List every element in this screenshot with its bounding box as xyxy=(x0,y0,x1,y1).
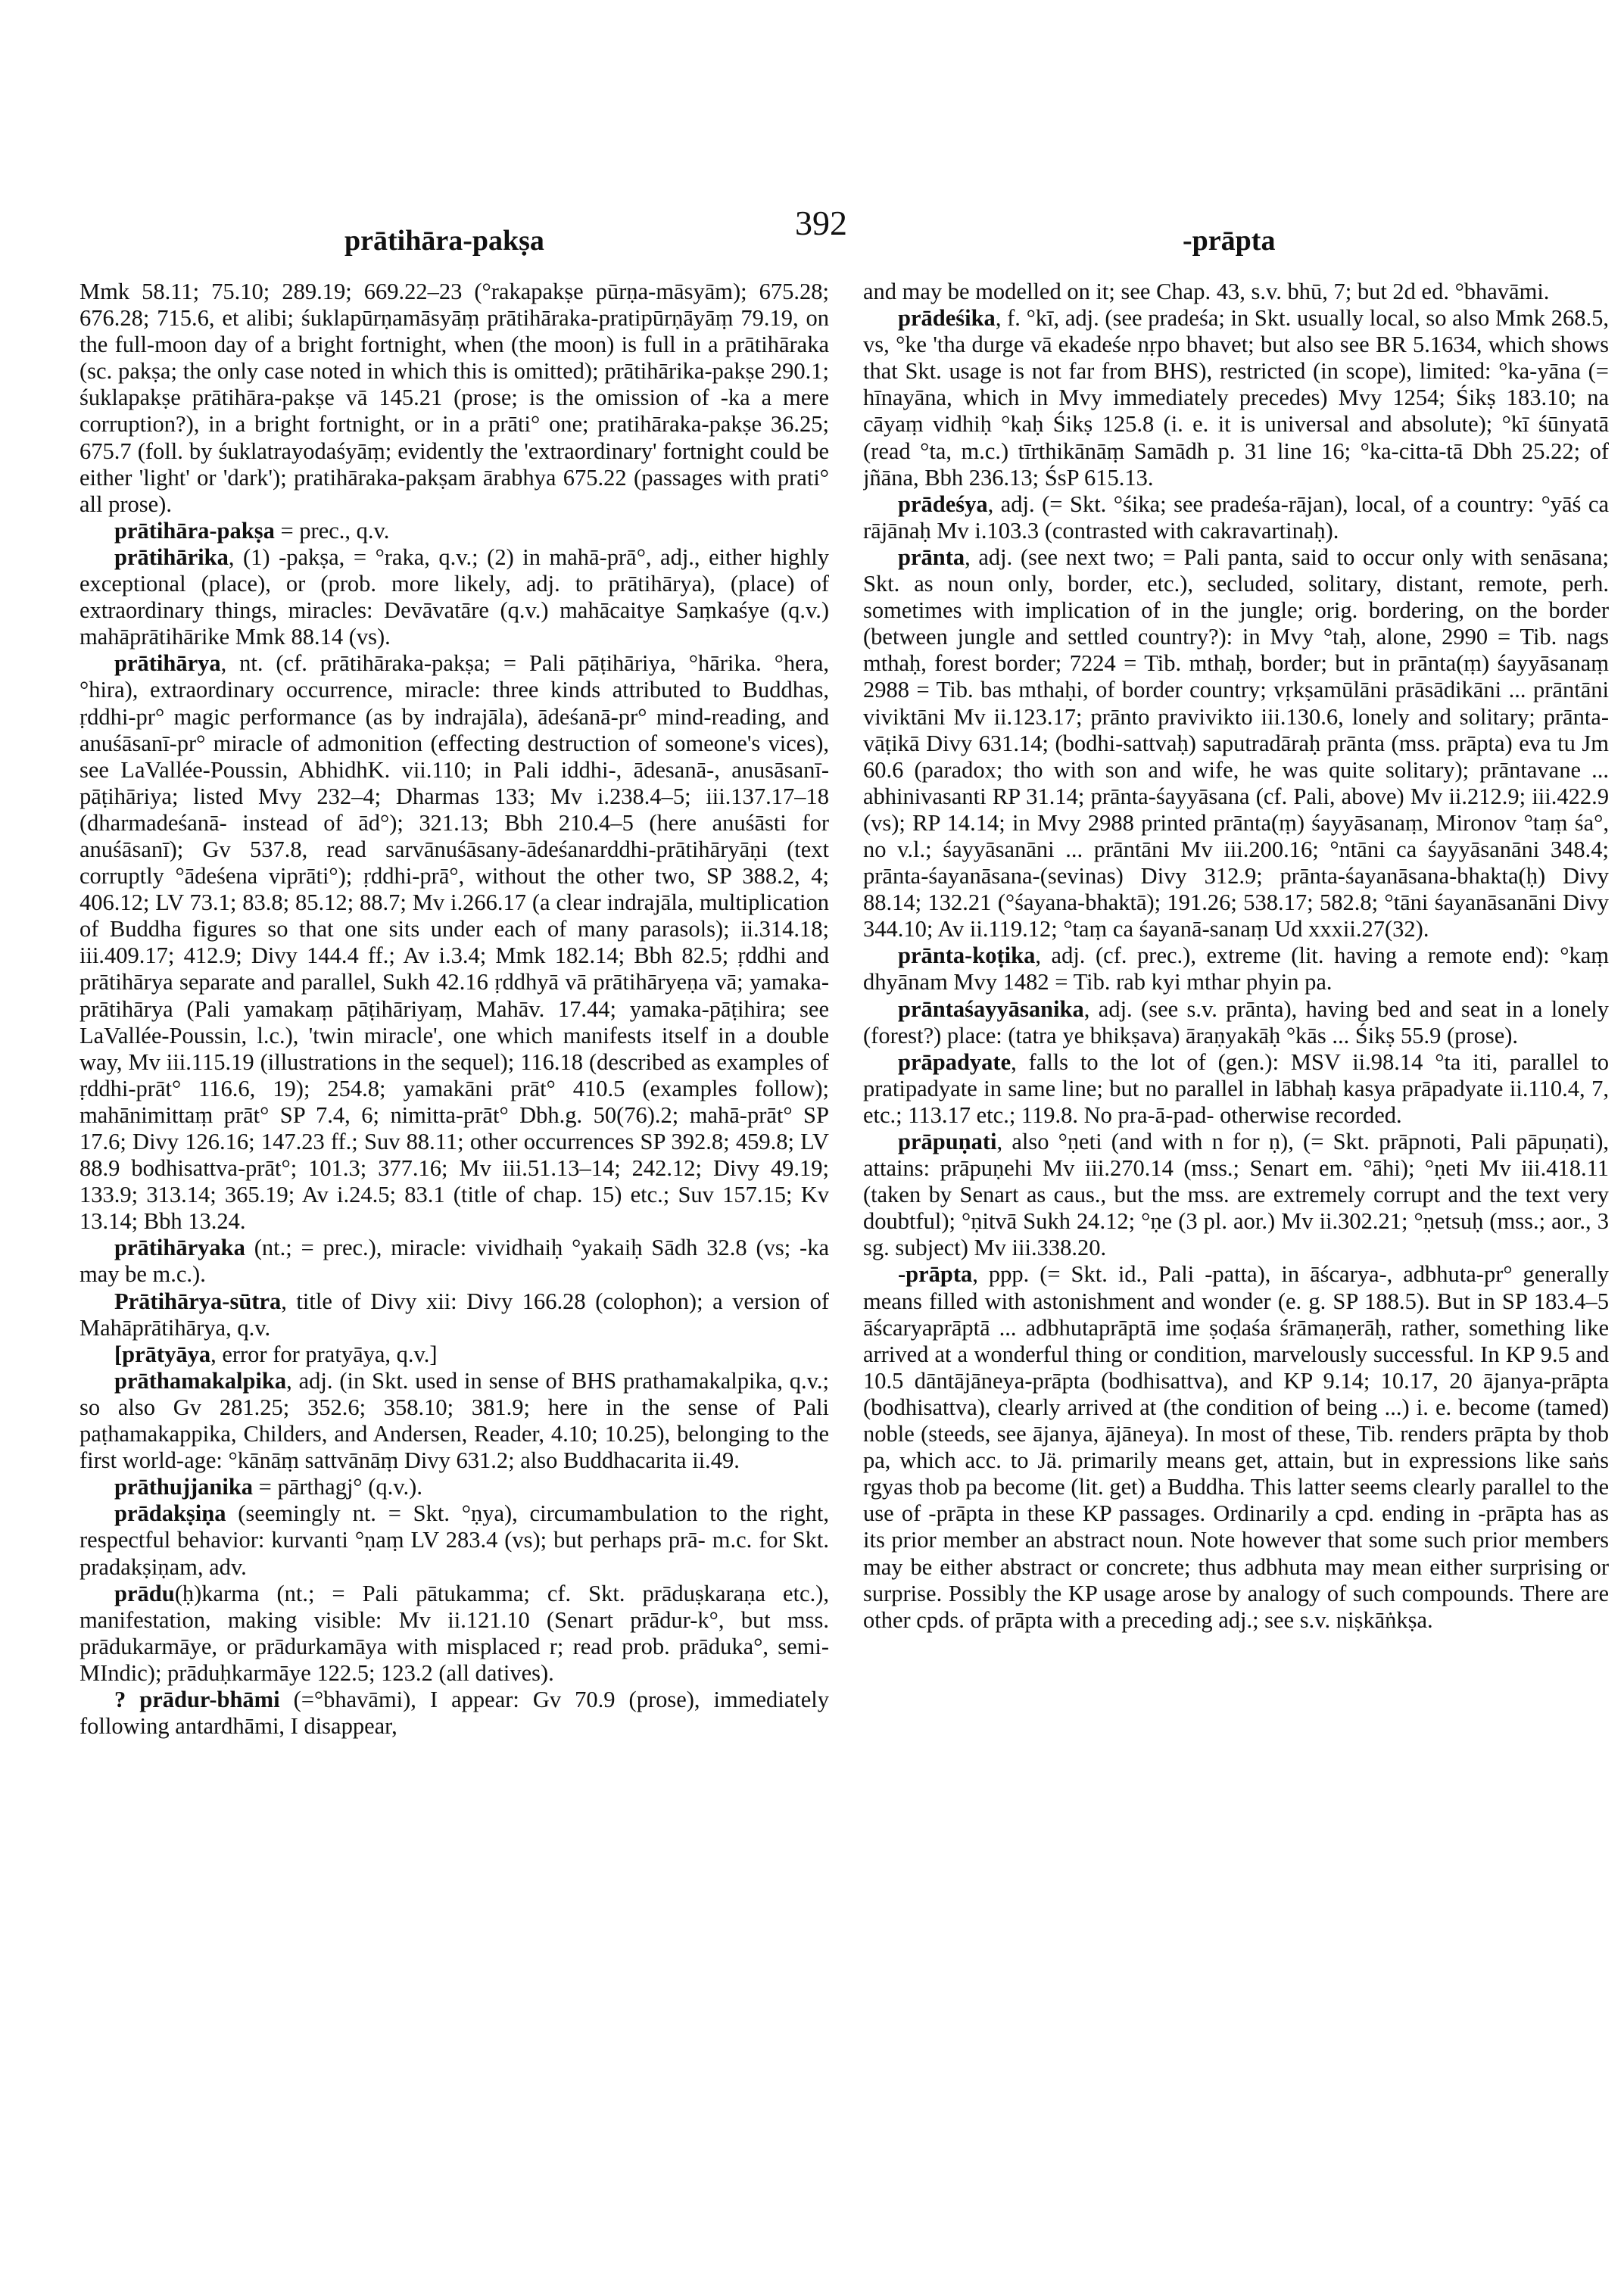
page-header xyxy=(0,203,1624,263)
dictionary-entry: prātihārika, (1) -pakṣa, = °raka, q.v.; (2) in mahā-prā°, adj., either highly exceptional (place), or (prob. more likely, adj. to prātihārya), (place) of extraordinary things, miracles: Devāvatāre (q.v.) mahācaitye Saṃkaśye (q.v.) mahāprātihārike Mmk 88.14 (vs). xyxy=(79,544,829,650)
dictionary-entry: prānta, adj. (see next two; = Pali panta, said to occur only with senāsana; Skt. as noun only, border, etc.), secluded, solitary, distant, remote, perh. sometimes with implication of in the jungle; orig. bordering, on the border (between jungle and settled country?): in Mvy °taḥ, alone, 2990 = Tib. nags mthaḥ, forest border; 7224 = Tib. mthaḥ, border; but in prānta(ṃ) śayyāsanaṃ 2988 = Tib. bas mthaḥi, of border country; vṛkṣamūlāni prāsādikāni ... prāntāni viviktāni Mv ii.123.17; prānto pravivikto iii.130.6, lonely and solitary; prānta-vāṭikā Divy 631.14; (bodhi-sattvaḥ) saputradāraḥ prānta (mss. prāpta) eva tu Jm 60.6 (paradox; tho with son and wife, he was quite solitary); prāntavane ... abhinivasanti RP 31.14; prānta-śayyāsana (cf. Pali, above) Mv ii.212.9; iii.422.9 (vs); RP 14.14; in Mvy 2988 printed prānta(ṃ) śayyāsanaṃ, Mironov °taṃ śa°, no v.l.; śayyāsanāni ... prāntāni Mv iii.200.16; °ntāni ca śayyāsanāni 348.4; prānta-śayanāsana-(sevinas) Divy 312.9; prānta-śayanāsana-bhakta(ḥ) Divy 88.14; 132.21 (°śayana-bhaktā); 191.26; 538.17; 582.8; °tāni śayanāsanāni Divy 344.10; Av ii.119.12; °taṃ ca śayanā-sanaṃ Ud xxxii.27(32). xyxy=(863,544,1609,942)
dictionary-entry: prātihāryaka (nt.; = prec.), miracle: vividhaiḥ °yakaiḥ Sādh 32.8 (vs; -ka may be m.c.). xyxy=(79,1235,829,1288)
dictionary-entry: prānta-koṭika, adj. (cf. prec.), extreme (lit. having a remote end): °kaṃ dhyānam Mvy 1482 = Tib. rab kyi mthar phyin pa. xyxy=(863,942,1609,995)
dictionary-entry: ? prādur-bhāmi (=°bhavāmi), I appear: Gv 70.9 (prose), immediately following antardhāmi, I disappear, xyxy=(79,1686,829,1740)
entry-headword: prādeśika xyxy=(898,305,996,332)
entry-headword: prādakṣiṇa xyxy=(114,1500,238,1527)
dictionary-entry: -prāpta, ppp. (= Skt. id., Pali -patta), in āścarya-, adbhuta-pr° generally means filled with astonishment and wonder (e. g. SP 188.5). But in SP 183.4–5 āścaryaprāptā ... adbhutaprāptā ime ṣoḍaśa śrāmaṇerāḥ, rather, something like arrived at a wonderful thing or condition, marvelously successful. In KP 9.5 and 10.5 dāntājāneya-prāpta (bodhisattva), and KP 9.14; 10.17, 20 ājanya-prāpta (bodhisattva), clearly arrived at (the condition of being ...) i. e. become (tamed) noble (steeds, see ājanya, ājāneya). In most of these, Tib. renders prāpta by thob pa, which acc. to Jä. primarily means get, attain, but in expressions like saṅs rgyas thob pa become (lit. get) a Buddha. This latter seems clearly parallel to the use of -prāpta in these KP passages. Ordinarily a cpd. ending in -prāpta has as its prior member an abstract noun. Note however that some such prior members may be either abstract or concrete; thus adbhuta may mean either surprising or surprise. Possibly the KP usage arose by analogy of such compounds. There are other cpds. of prāpta with a preceding adj.; see s.v. niṣkāṅkṣa. xyxy=(863,1261,1609,1633)
entry-headword: prātihārya xyxy=(114,650,221,677)
header-left-guideword: prātihāra-pakṣa xyxy=(344,225,544,257)
entry-headword: -prāpta xyxy=(898,1261,973,1288)
dictionary-entry: prādeśya, adj. (= Skt. °śika; see pradeśa-rājan), local, of a country: °yāś ca rājānaḥ Mv i.103.3 (contrasted with cakravartinaḥ). xyxy=(863,491,1609,544)
entry-headword: prāthujjanika xyxy=(114,1474,259,1500)
entry-headword: prāthamakalpika xyxy=(114,1367,287,1394)
dictionary-entry: Mmk 58.11; 75.10; 289.19; 669.22–23 (°rakapakṣe pūrṇa-māsyām); 675.28; 676.28; 715.6, et alibi; śuklapūrṇamāsyāṃ prātihāraka-pratipūrṇāyāṃ 79.19, on the full-moon day of a bright fortnight, when (the moon) is full in a prātihāraka (sc. pakṣa; the only case noted in which this is omitted); prātihārika-pakṣe 290.1; śuklapakṣe prātihāra-pakṣe vā 145.21 (prose; is the omission of -ka a mere corruption?), in a bright fortnight, or in a prāti° one; pratihāraka-pakṣe 36.25; 675.7 (foll. by śuklatrayodaśyāṃ; evidently the 'extraordinary' fortnight could be either 'light' or 'dark'); pratihāraka-pakṣam ārabhya 675.22 (passages with prati° all prose). xyxy=(79,279,829,517)
dictionary-entry: Prātihārya-sūtra, title of Divy xii: Divy 166.28 (colophon); a version of Mahāprātihārya, q.v. xyxy=(79,1288,829,1341)
entry-headword: prānta xyxy=(898,544,965,570)
dictionary-entry: prāntaśayyāsanika, adj. (see s.v. prānta), having bed and seat in a lonely (forest?) place: (tatra ye bhikṣava) āraṇyakāḥ °kās ... Śikṣ 55.9 (prose). xyxy=(863,995,1609,1048)
dictionary-entry: prādeśika, f. °kī, adj. (see pradeśa; in Skt. usually local, so also Mmk 268.5, vs, °ke 'tha durge vā ekadeśe nṛpo bhavet; but also see BR 5.1634, which shows that Skt. usage is not far from BHS), restricted (in scope), limited: °ka-yāna (= hīnayāna, which in Mvy immediately precedes) Mvy 1254; Śikṣ 183.10; na cāyaṃ vidhiḥ °kaḥ Śikṣ 125.8 (i. e. it is universal and absolute); °kī śūnyatā (read °ta, m.c.) tīrthikānāṃ Samādh p. 31 line 16; °ka-citta-tā Dbh 25.22; of jñāna, Bbh 236.13; ŚsP 615.13. xyxy=(863,305,1609,491)
left-column xyxy=(79,279,829,2277)
entry-headword: ? prādur-bhāmi xyxy=(114,1686,294,1712)
dictionary-entry: prādakṣiṇa (seemingly nt. = Skt. °ṇya), circumambulation to the right, respectful behavior: kurvanti °ṇaṃ LV 283.4 (vs); but perhaps prā- m.c. for Skt. pradakṣiṇam, adv. xyxy=(79,1500,829,1580)
entry-headword: prāntaśayyāsanika xyxy=(898,995,1084,1022)
entry-headword: Prātihārya-sūtra xyxy=(114,1288,282,1314)
dictionary-entry: prāpadyate, falls to the lot of (gen.): MSV ii.98.14 °ta iti, parallel to pratipadyate in same line; but no parallel in lābhaḥ kasya prāpadyate ii.110.4, 7, etc.; 113.17 etc.; 119.8. No pra-ā-pad- otherwise recorded. xyxy=(863,1048,1609,1128)
entry-headword: prātihārika xyxy=(114,544,229,570)
dictionary-entry: prādu(ḥ)karma (nt.; = Pali pātukamma; cf. Skt. prāduṣkaraṇa etc.), manifestation, making visible: Mv ii.121.10 (Senart prādur-k°, but mss. prādukarmāye, or prādurkamāya with misplaced r; read prob. prāduka°, semi-MIndic); prāduḥkarmāye 122.5; 123.2 (all datives). xyxy=(79,1580,829,1686)
dictionary-entry: prāthamakalpika, adj. (in Skt. used in sense of BHS prathamakalpika, q.v.; so also Gv 281.25; 352.6; 358.10; 381.9; here in the sense of Pali paṭhamakappika, Childers, and Andersen, Reader, 4.10; 10.25), belonging to the first world-age: °kānāṃ sattvānāṃ Divy 631.2; also Buddhacarita ii.49. xyxy=(79,1367,829,1474)
dictionary-entry: [prātyāya, error for pratyāya, q.v.] xyxy=(114,1341,438,1367)
dictionary-entry: prātihārya, nt. (cf. prātihāraka-pakṣa; = Pali pāṭihāriya, °hārika. °hera, °hira), extraordinary occurrence, miracle: three kinds attributed to Buddhas, ṛddhi-pr° magic performance (as by indrajāla), ādeśanā-pr° mind-reading, and anuśāsanī-pr° miracle of admonition (effecting destruction of someone's vices), see LaVallée-Poussin, AbhidhK. vii.110; in Pali iddhi-, ādesanā-, anusāsanī-pāṭihāriya; listed Mvy 232–4; Dharmas 133; Mv i.238.4–5; iii.137.17–18 (dharmadeśanā- instead of ād°); 321.13; Bbh 210.4–5 (here anuśāsti for anuśāsanī); Gv 537.8, read sarvānuśāsany-ādeśanarddhi-prātihāryāṇi (text corruptly °ādeśena viprāti°); ṛddhi-prā°, without the other two, SP 388.2, 4; 406.12; LV 73.1; 83.8; 85.12; 88.7; Mv i.266.17 (a clear indrajāla, multiplication of Buddha figures so that one sits under each of many parasols); ii.314.18; iii.409.17; 412.9; Divy 144.4 ff.; Av i.3.4; Mmk 182.14; Bbh 82.5; ṛddhi and prātihārya separate and parallel, Sukh 42.16 ṛddhyā vā prātihāryeṇa vā; yamaka-prātihārya (Pali yamakaṃ pāṭihāriyaṃ, Mahāv. 17.44; yamaka-pāṭihira; see LaVallée-Poussin, l.c.), 'twin miracle', one which manifests itself in a double way, Mv iii.115.19 (illustrations in the sequel); 116.18 (described as examples of ṛddhi-prāt° 116.6, 19); 254.8; yamakāni prāt° 410.5 (examples follow); mahānimittaṃ prāt° SP 7.4, 6; nimitta-prāt° Dbh.g. 50(76).2; mahā-prāt° SP 17.6; Divy 126.16; 147.23 ff.; Suv 88.11; other occurrences SP 392.8; 459.8; LV 88.9 bodhisattva-prāt°; 101.3; 377.16; Mv iii.51.13–14; 242.12; Divy 49.19; 133.9; 313.14; 365.19; Av i.24.5; 83.1 (title of chap. 15) etc.; Suv 157.15; Kv 13.14; Bbh 13.24. xyxy=(79,650,829,1235)
entry-headword: prāpadyate xyxy=(898,1048,1011,1075)
dictionary-entry: prāthujjanika = pārthagj° (q.v.). xyxy=(114,1474,422,1500)
page-number: 392 xyxy=(795,204,847,242)
entry-headword: [prātyāya xyxy=(114,1341,211,1367)
dictionary-entry: prātihāra-pakṣa = prec., q.v. xyxy=(114,517,390,544)
entry-headword: prāpuṇati xyxy=(898,1129,997,1154)
header-right-guideword: -prāpta xyxy=(1183,225,1276,257)
entry-headword: prādu xyxy=(114,1580,175,1606)
right-column xyxy=(863,279,1609,2277)
dictionary-entry: prāpuṇati, also °ṇeti (and with n for ṇ), (= Skt. prāpnoti, Pali pāpuṇati), attains: prāpuṇehi Mv iii.270.14 (mss.; Senart em. °āhi); °ṇeti Mv iii.418.11 (taken by Senart as caus., but the mss. are extremely corrupt and the text very doubtful); °ṇitvā Sukh 24.12; °ṇe (3 pl. aor.) Mv ii.302.21; °ṇetsuḥ (mss.; aor., 3 sg. subject) Mv iii.338.20. xyxy=(863,1129,1609,1261)
entry-headword: prānta-koṭika xyxy=(898,942,1036,969)
entry-headword: prātihāryaka xyxy=(114,1235,254,1261)
entry-headword: prātihāra-pakṣa xyxy=(114,517,281,544)
entry-headword: prādeśya xyxy=(898,491,988,517)
dictionary-entry: and may be modelled on it; see Chap. 43, s.v. bhū, 7; but 2d ed. °bhavāmi. xyxy=(863,279,1550,304)
